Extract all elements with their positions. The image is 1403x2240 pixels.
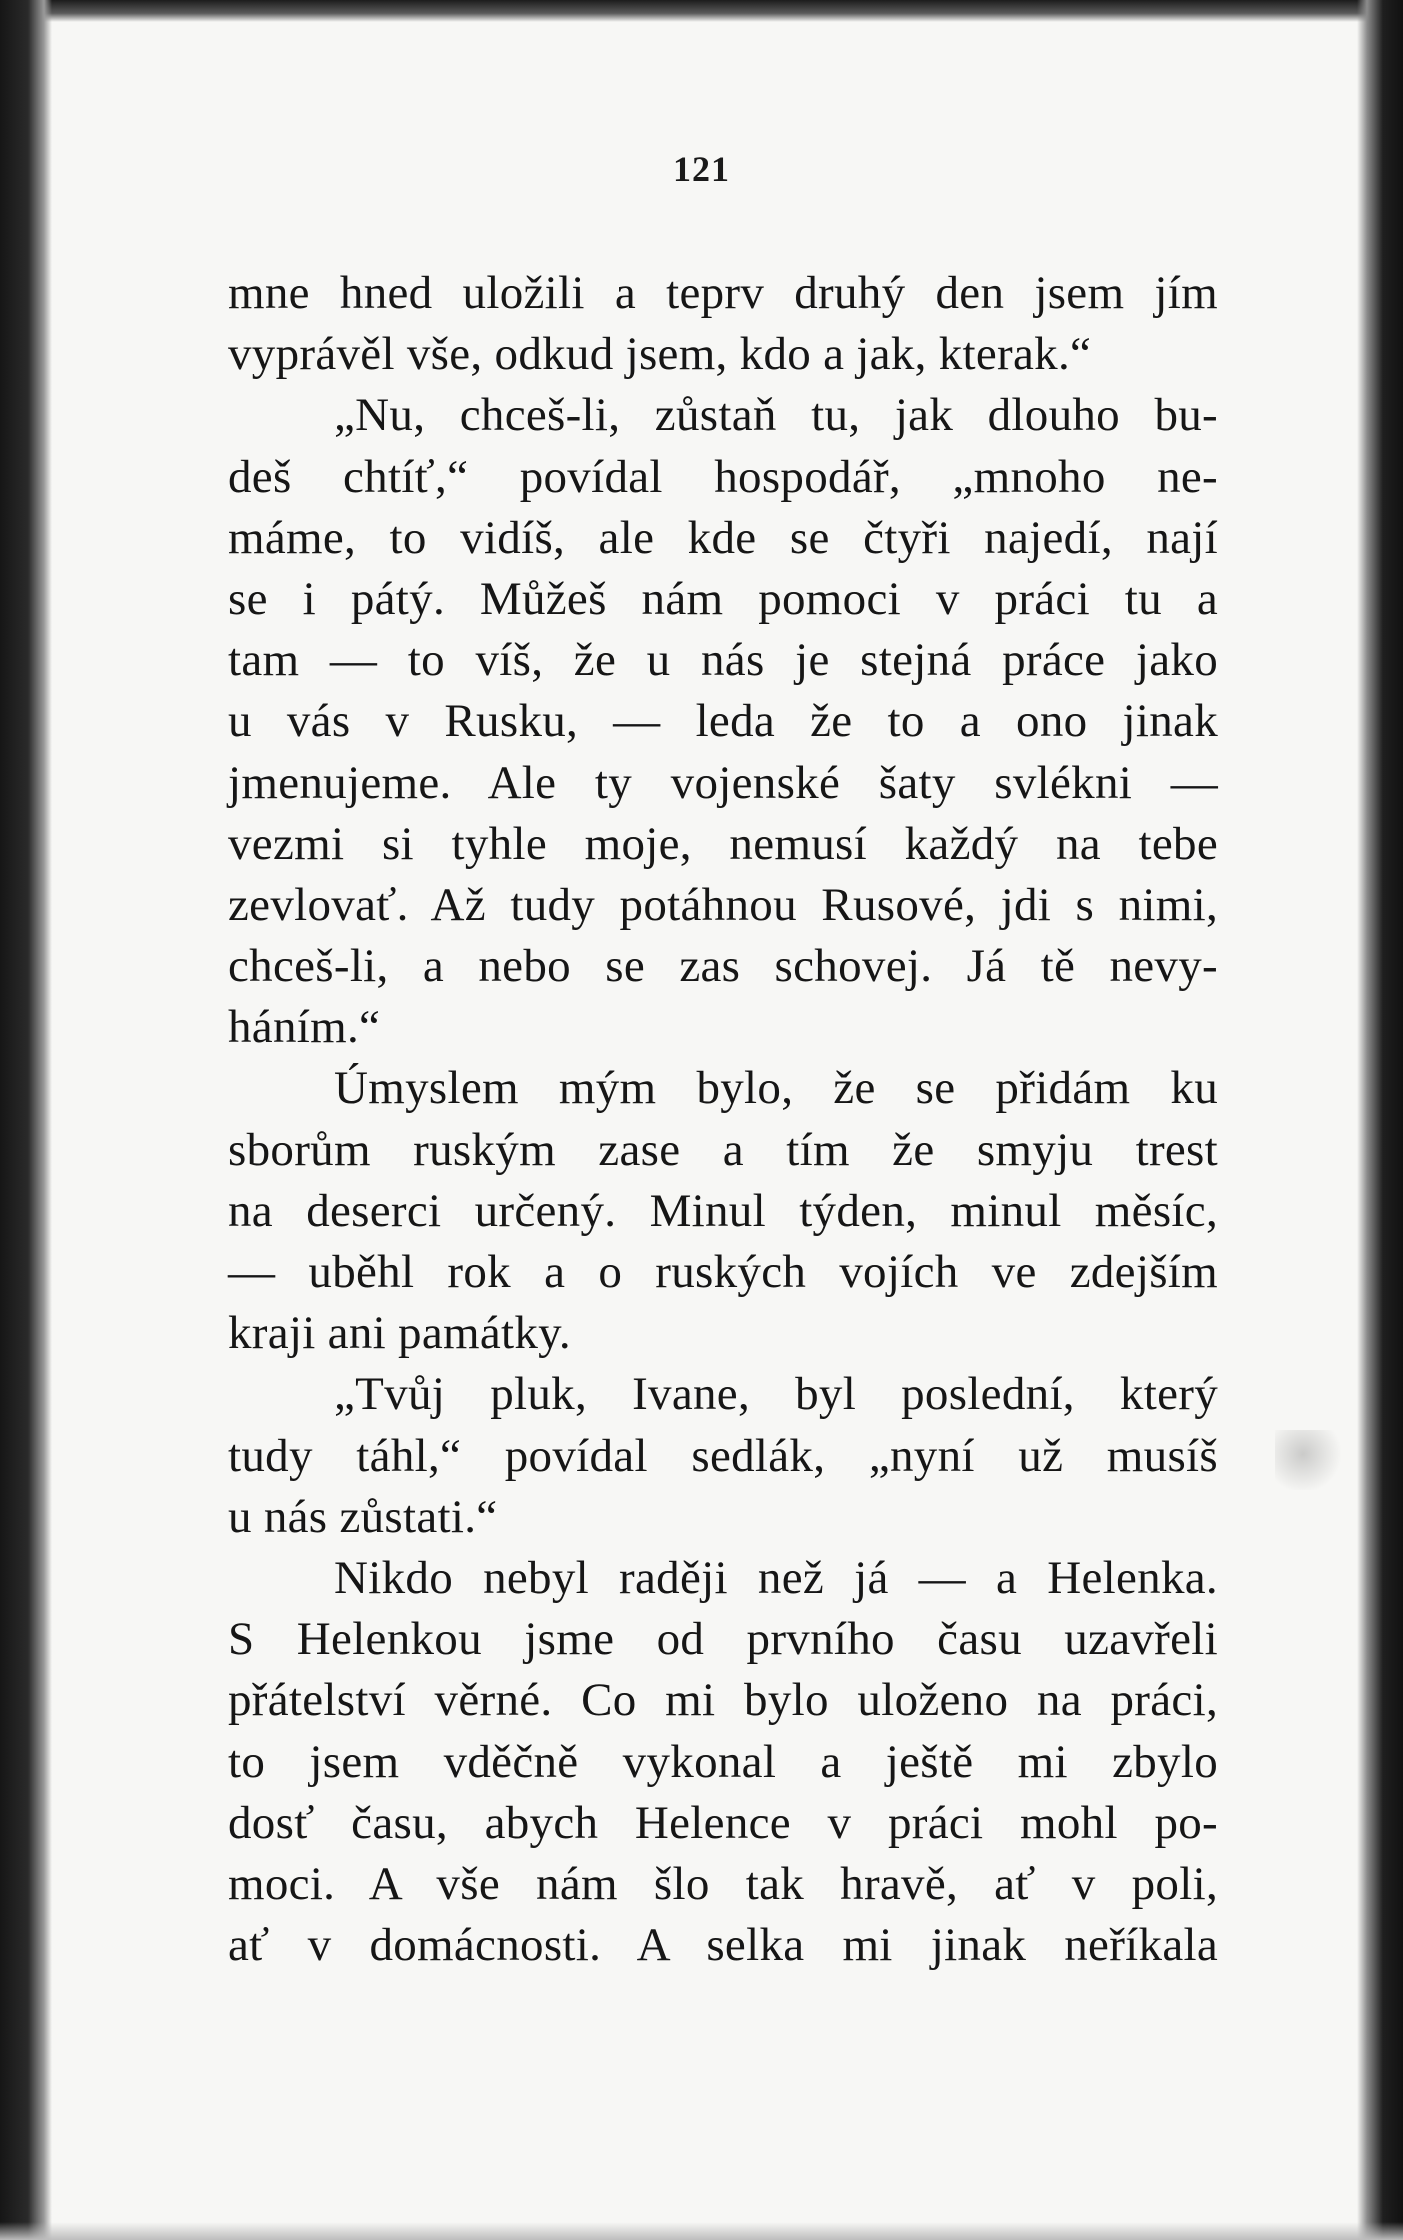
text-line: u nás zůstati.“ bbox=[228, 1490, 498, 1543]
text-line: Úmyslem mým bylo, že se přidám ku bbox=[334, 1062, 1218, 1115]
text-line: „Nu, chceš-li, zůstaň tu, jak dlouho bu- bbox=[334, 389, 1218, 442]
text-line: to jsem vděčně vykonal a ještě mi zbylo bbox=[228, 1735, 1218, 1788]
text-line: — uběhl rok a o ruských vojích ve zdejším bbox=[228, 1246, 1218, 1298]
text-line: tudy táhl,“ povídal sedlák, „nyní už musíš bbox=[228, 1429, 1218, 1482]
ink-smudge bbox=[1275, 1430, 1345, 1490]
body-text bbox=[228, 263, 1218, 1976]
text-line: háním.“ bbox=[228, 1001, 381, 1054]
text-line: vyprávěl vše, odkud jsem, kdo a jak, kterak.“ bbox=[228, 328, 1092, 381]
text-line: u vás v Rusku, — leda že to a ono jinak bbox=[228, 695, 1218, 748]
page-number: 121 bbox=[673, 149, 730, 189]
text-line: sborům ruským zase a tím že smyju trest bbox=[228, 1123, 1218, 1176]
text-line: tam — to víš, že u nás je stejná práce jako bbox=[228, 634, 1218, 687]
text-line: dosť času, abych Helence v práci mohl po- bbox=[228, 1796, 1218, 1849]
text-line: zevlovať. Až tudy potáhnou Rusové, jdi s nimi, bbox=[228, 878, 1218, 931]
text-line: chceš-li, a nebo se zas schovej. Já tě nevy- bbox=[228, 940, 1218, 993]
scan-edge-right bbox=[1357, 0, 1403, 2240]
text-line: ať v domácnosti. A selka mi jinak neříkala bbox=[228, 1919, 1218, 1972]
text-line: „Tvůj pluk, Ivane, byl poslední, který bbox=[334, 1368, 1218, 1421]
scan-edge-bottom bbox=[0, 2222, 1403, 2240]
text-line: kraji ani památky. bbox=[228, 1307, 571, 1360]
text-line: přátelství věrné. Co mi bylo uloženo na práci, bbox=[228, 1674, 1218, 1727]
text-line: na deserci určený. Minul týden, minul měsíc, bbox=[228, 1184, 1218, 1237]
text-line: se i pátý. Můžeš nám pomoci v práci tu a bbox=[228, 572, 1218, 625]
text-line: S Helenkou jsme od prvního času uzavřeli bbox=[228, 1613, 1218, 1666]
text-line: jmenujeme. Ale ty vojenské šaty svlékni — bbox=[228, 756, 1218, 809]
text-line: máme, to vidíš, ale kde se čtyři najedí, nají bbox=[228, 511, 1218, 564]
text-line: Nikdo nebyl raději než já — a Helenka. bbox=[334, 1551, 1218, 1604]
scan-edge-left bbox=[0, 0, 52, 2240]
text-line: mne hned uložili a teprv druhý den jsem jím bbox=[228, 267, 1218, 319]
scan-edge-top bbox=[0, 0, 1403, 22]
text-line: deš chtíť,“ povídal hospodář, „mnoho ne- bbox=[228, 450, 1218, 503]
text-line: vezmi si tyhle moje, nemusí každý na tebe bbox=[228, 817, 1218, 870]
text-line: moci. A vše nám šlo tak hravě, ať v poli, bbox=[228, 1857, 1218, 1910]
